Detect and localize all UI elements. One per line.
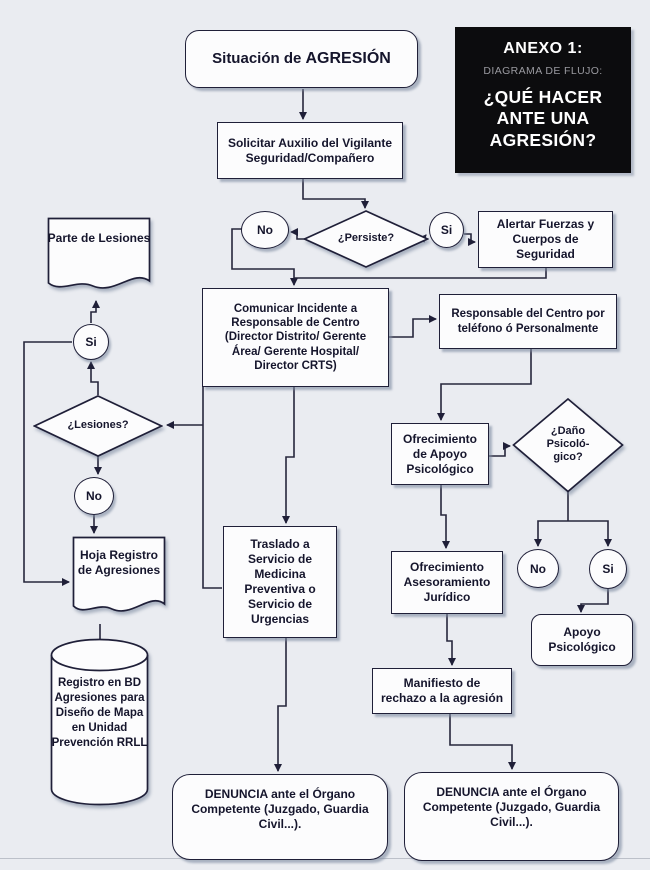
manifiesto-rechazo-box	[372, 668, 512, 714]
lesiones-si-label: Si	[85, 335, 97, 349]
denuncia-derecha-label: DENUNCIA ante el Órgano Competente (Juzgado, Guardia Civil...).	[422, 785, 601, 829]
alertar-fuerzas-box	[478, 211, 613, 268]
edge-dano-si	[568, 521, 608, 546]
edge-manifiesto-denuncia	[450, 714, 512, 769]
apoyo-psicologico-box	[531, 614, 633, 666]
anexo-subheading: DIAGRAMA DE FLUJO:	[483, 65, 603, 77]
apoyo-psicologico-label: Apoyo Psicológico	[548, 625, 616, 654]
edge-dano-no	[538, 521, 568, 546]
denuncia-derecha-box	[404, 772, 619, 861]
dano-no-label: No	[530, 561, 546, 576]
dano-no-circle	[517, 549, 559, 588]
persiste-no-circle	[241, 211, 289, 249]
persiste-si-circle	[429, 212, 464, 248]
lesiones-no-circle	[74, 477, 114, 515]
manifiesto-rechazo-label: Manifiesto de rechazo a la agresión	[380, 676, 504, 705]
lesiones-si-circle	[73, 324, 109, 360]
edge-juridico-manifiesto	[447, 614, 452, 665]
registro-bd-cylinder	[50, 638, 149, 806]
persiste-no-label: No	[257, 223, 273, 237]
dano-si-circle	[589, 549, 627, 589]
responsable-centro-label: Responsable del Centro por teléfono ó Personalmente	[451, 308, 605, 335]
anexo-title: ¿QUÉ HACER ANTE UNA AGRESIÓN?	[483, 87, 603, 150]
edge-si-parte	[91, 301, 96, 323]
dano-label-line1: ¿Daño	[550, 425, 586, 437]
edge-comunicar-traslado	[286, 387, 294, 523]
ofrecimiento-juridico-label: Ofrecimiento Asesoramiento Jurídico	[403, 560, 491, 604]
ofrecimiento-apoyo-label: Ofrecimiento de Apoyo Psicológico	[402, 431, 477, 476]
dano-psicologico-diamond	[512, 398, 624, 493]
registro-bd-label: Registro en BD Agresiones para Diseño de Mapa en Unidad Prevención RRLL	[51, 677, 148, 749]
edge-si-alertar	[464, 234, 475, 242]
lesiones-diamond	[33, 395, 163, 457]
lesiones-no-label: No	[86, 489, 102, 503]
denuncia-izquierda-box	[172, 774, 388, 860]
start-label: Situación de	[212, 50, 306, 67]
comunicar-incidente-box	[202, 288, 389, 387]
traslado-servicio-box	[223, 526, 337, 638]
edge-lesiones-si	[91, 362, 98, 395]
lesiones-label: ¿Lesiones?	[67, 419, 129, 431]
edge-comunicar-left-branch	[203, 387, 222, 588]
edge-comunicar-responsable	[389, 319, 436, 337]
persiste-si-label: Si	[440, 223, 453, 237]
hoja-registro-label: Hoja Registro de Agresiones	[77, 548, 161, 577]
edge-apoyo-dano	[489, 446, 510, 456]
parte-lesiones-label: Parte de Lesiones	[47, 231, 151, 245]
persiste-diamond	[303, 210, 429, 268]
anexo-heading: ANEXO 1:	[503, 40, 583, 57]
dano-label-line3: gico?	[553, 451, 583, 464]
hoja-registro-document	[72, 536, 166, 624]
solicitar-auxilio-box	[217, 122, 403, 179]
edge-si-apoyo-psicologico	[581, 589, 608, 612]
edge-traslado-denuncia	[278, 638, 286, 771]
dano-label-line2: Psicoló-	[546, 438, 590, 451]
edge-apoyo-juridico	[441, 485, 446, 548]
responsable-centro-box	[439, 294, 617, 349]
ofrecimiento-apoyo-box	[391, 423, 489, 485]
ofrecimiento-juridico-box	[391, 551, 503, 614]
anexo-title-block	[455, 27, 631, 173]
traslado-servicio-label: Traslado a Servicio de Medicina Preventiva o Servicio de Urgencias	[244, 537, 316, 626]
comunicar-incidente-label: Comunicar Incidente a Responsable de Centro (Director Distrito/ Gerente Área/ Gerente Hospital/ Director CRTS)	[224, 302, 367, 373]
edge-alertar-join	[294, 268, 546, 278]
parte-lesiones-document	[47, 217, 151, 301]
alertar-fuerzas-label: Alertar Fuerzas y Cuerpos de Seguridad	[496, 217, 595, 261]
edge-si-hoja	[24, 342, 72, 582]
start-node	[185, 30, 418, 88]
document-shape	[47, 217, 151, 301]
persiste-label: ¿Persiste?	[337, 232, 395, 244]
start-label-emphasis: AGRESIÓN	[305, 50, 391, 67]
dano-si-label: Si	[602, 562, 614, 576]
solicitar-auxilio-label: Solicitar Auxilio del Vigilante Seguridad/Compañero	[227, 135, 393, 165]
edge-solicitar-persiste	[303, 179, 365, 208]
denuncia-izquierda-label: DENUNCIA ante el Órgano Competente (Juzgado, Guardia Civil...).	[191, 787, 369, 831]
